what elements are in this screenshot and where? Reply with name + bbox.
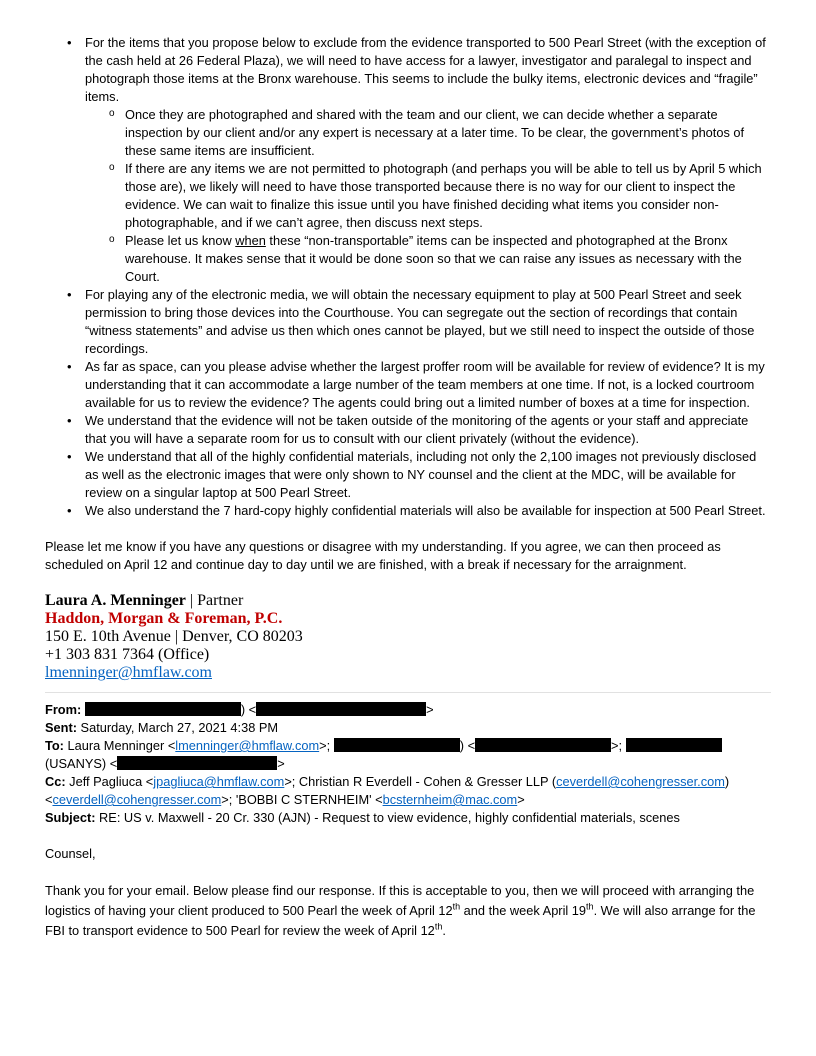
to-line — [45, 737, 771, 755]
text-run: >; Christian R Everdell - Cohen & Gresser LLP ( — [284, 774, 557, 789]
superscript: th — [452, 901, 461, 912]
redaction-box — [475, 738, 611, 752]
to-line-cont — [45, 755, 771, 773]
cc-email-link[interactable]: ceverdell@cohengresser.com — [52, 792, 222, 807]
text-run: (USANYS) < — [45, 756, 118, 771]
signature-separator: | — [185, 592, 198, 609]
bullet-item — [45, 34, 771, 286]
text-run: . — [442, 923, 446, 938]
divider — [45, 692, 771, 693]
from-label: From: — [45, 702, 82, 717]
signature-title: Partner — [197, 592, 244, 609]
email-header — [45, 701, 771, 827]
text-run: ) < — [240, 702, 257, 717]
reply-paragraph — [45, 881, 771, 941]
signature-block — [45, 592, 771, 682]
text-run: > — [426, 702, 434, 717]
signature-phone: +1 303 831 7364 (Office) — [45, 646, 210, 663]
redaction-box — [626, 738, 722, 752]
greeting: Counsel, — [45, 846, 96, 861]
text-run: and the week April 19 — [460, 903, 587, 918]
bullet-list — [45, 34, 771, 520]
redaction-box — [334, 738, 460, 752]
text-run: >; — [319, 738, 334, 753]
sent-value: Saturday, March 27, 2021 4:38 PM — [77, 720, 279, 735]
bullet-item: • We understand that all of the highly confidential materials, including not only the 2,100 images not previously disclosed as well as the electronic images that were only shown to NY counsel and the client at the MDC, will be available for review on a singular laptop at 500 Pearl Street. — [45, 448, 771, 502]
bullet-text: For the items that you propose below to exclude from the evidence transported to 500 Pearl Street (with the exception of the cash held at 26 Federal Plaza), we will need to have access for a lawyer, investigator and paralegal to inspect and photograph those items at the Bronx warehouse. This seems to include the bulky items, electronic devices and “fragile” items. — [85, 35, 766, 104]
signature-email-link[interactable]: lmenninger@hmflaw.com — [45, 664, 212, 681]
underlined-when: when — [235, 233, 266, 248]
redaction-box — [256, 702, 426, 716]
bullet-item: • We understand that the evidence will not be taken outside of the monitoring of the agents or your staff and appreciate that you will have a separate room for us to consult with our client privately (without the evidence). — [45, 412, 771, 448]
from-line — [45, 701, 771, 719]
text-run: ) < — [459, 738, 476, 753]
redaction-box — [85, 702, 241, 716]
sub-bullet-item: o If there are any items we are not permitted to photograph (and perhaps you will be able to tell us by April 5 which those are), we likely will need to have those transported because there is no way for our client to inspect the evidence. We can wait to finalize this issue until you have finished deciding what items you consider non-photographable, and if we can’t agree, then discuss next steps. — [85, 160, 771, 232]
closing-paragraph: Please let me know if you have any questions or disagree with my understanding. If you agree, we can then proceed as scheduled on April 12 and continue day to day until we are finished, with a break if necessary for the arraignment. — [45, 539, 721, 572]
text-run: Please let us know — [125, 233, 236, 248]
sub-bullet-list — [85, 106, 771, 286]
sent-line — [45, 719, 771, 737]
text-run: Jeff Pagliuca < — [65, 774, 154, 789]
text-run: < — [45, 792, 53, 807]
to-email-link[interactable]: lmenninger@hmflaw.com — [175, 738, 320, 753]
cc-label: Cc: — [45, 774, 66, 789]
signature-firm: Haddon, Morgan & Foreman, P.C. — [45, 610, 283, 627]
cc-email-link[interactable]: jpagliuca@hmflaw.com — [153, 774, 285, 789]
cc-line-cont — [45, 791, 771, 809]
subject-value: RE: US v. Maxwell - 20 Cr. 330 (AJN) - Request to view evidence, highly confidential materials, scenes — [95, 810, 680, 825]
sub-bullet-item — [85, 232, 771, 286]
signature-name: Laura A. Menninger — [45, 592, 186, 609]
superscript: th — [434, 921, 443, 932]
superscript: th — [586, 901, 594, 912]
bullet-item: • We also understand the 7 hard-copy highly confidential materials will also be available for inspection at 500 Pearl Street. — [45, 502, 771, 520]
text-run: Laura Menninger < — [63, 738, 176, 753]
text-run: ) — [724, 774, 730, 789]
cc-line — [45, 773, 771, 791]
text-run: Thank you for your email. Below please find our response. If this is acceptable to you, then we will proceed with arranging the logistics of having your client produced to 500 Pearl the week of April 12 — [45, 883, 755, 918]
signature-address: 150 E. 10th Avenue | Denver, CO 80203 — [45, 628, 303, 645]
cc-email-link[interactable]: bcsternheim@mac.com — [382, 792, 518, 807]
redaction-box — [117, 756, 277, 770]
text-run: > — [517, 792, 525, 807]
cc-email-link[interactable]: ceverdell@cohengresser.com — [556, 774, 725, 789]
bullet-item: • As far as space, can you please advise whether the largest proffer room will be available for review of evidence? It is my understanding that it can accommodate a large number of the team members at one time. If not, is a locked courtroom available for us to review the evidence? The agents could bring out a limited number of boxes at a time for inspection. — [45, 358, 771, 412]
subject-line — [45, 809, 771, 827]
text-run: >; 'BOBBI C STERNHEIM' < — [221, 792, 383, 807]
bullet-item: • For playing any of the electronic media, we will obtain the necessary equipment to play at 500 Pearl Street and seek permission to bring those devices into the Courthouse. You can segregate out the section of recordings that contain “witness statements” and advise us then which ones cannot be played, but we still need to inspect the outside of those recordings. — [45, 286, 771, 358]
document-page — [45, 34, 771, 941]
sub-bullet-item: o Once they are photographed and shared with the team and our client, we can decide whether a separate inspection by our client and/or any expert is necessary at a later time. To be clear, the government’s photos of these same items are insufficient. — [85, 106, 771, 160]
text-run: >; — [611, 738, 626, 753]
subject-label: Subject: — [45, 810, 96, 825]
sent-label: Sent: — [45, 720, 77, 735]
text-run: . We will also arrange for the FBI to transport evidence to 500 Pearl for review the week of April 12 — [45, 903, 756, 938]
signature-name-line — [45, 592, 771, 610]
to-label: To: — [45, 738, 64, 753]
text-run: > — [277, 756, 285, 771]
text-run: these “non-transportable” items can be inspected and photographed at the Bronx warehouse. It makes sense that it would be done soon so that we can raise any issues as necessary with the Court. — [125, 233, 742, 284]
